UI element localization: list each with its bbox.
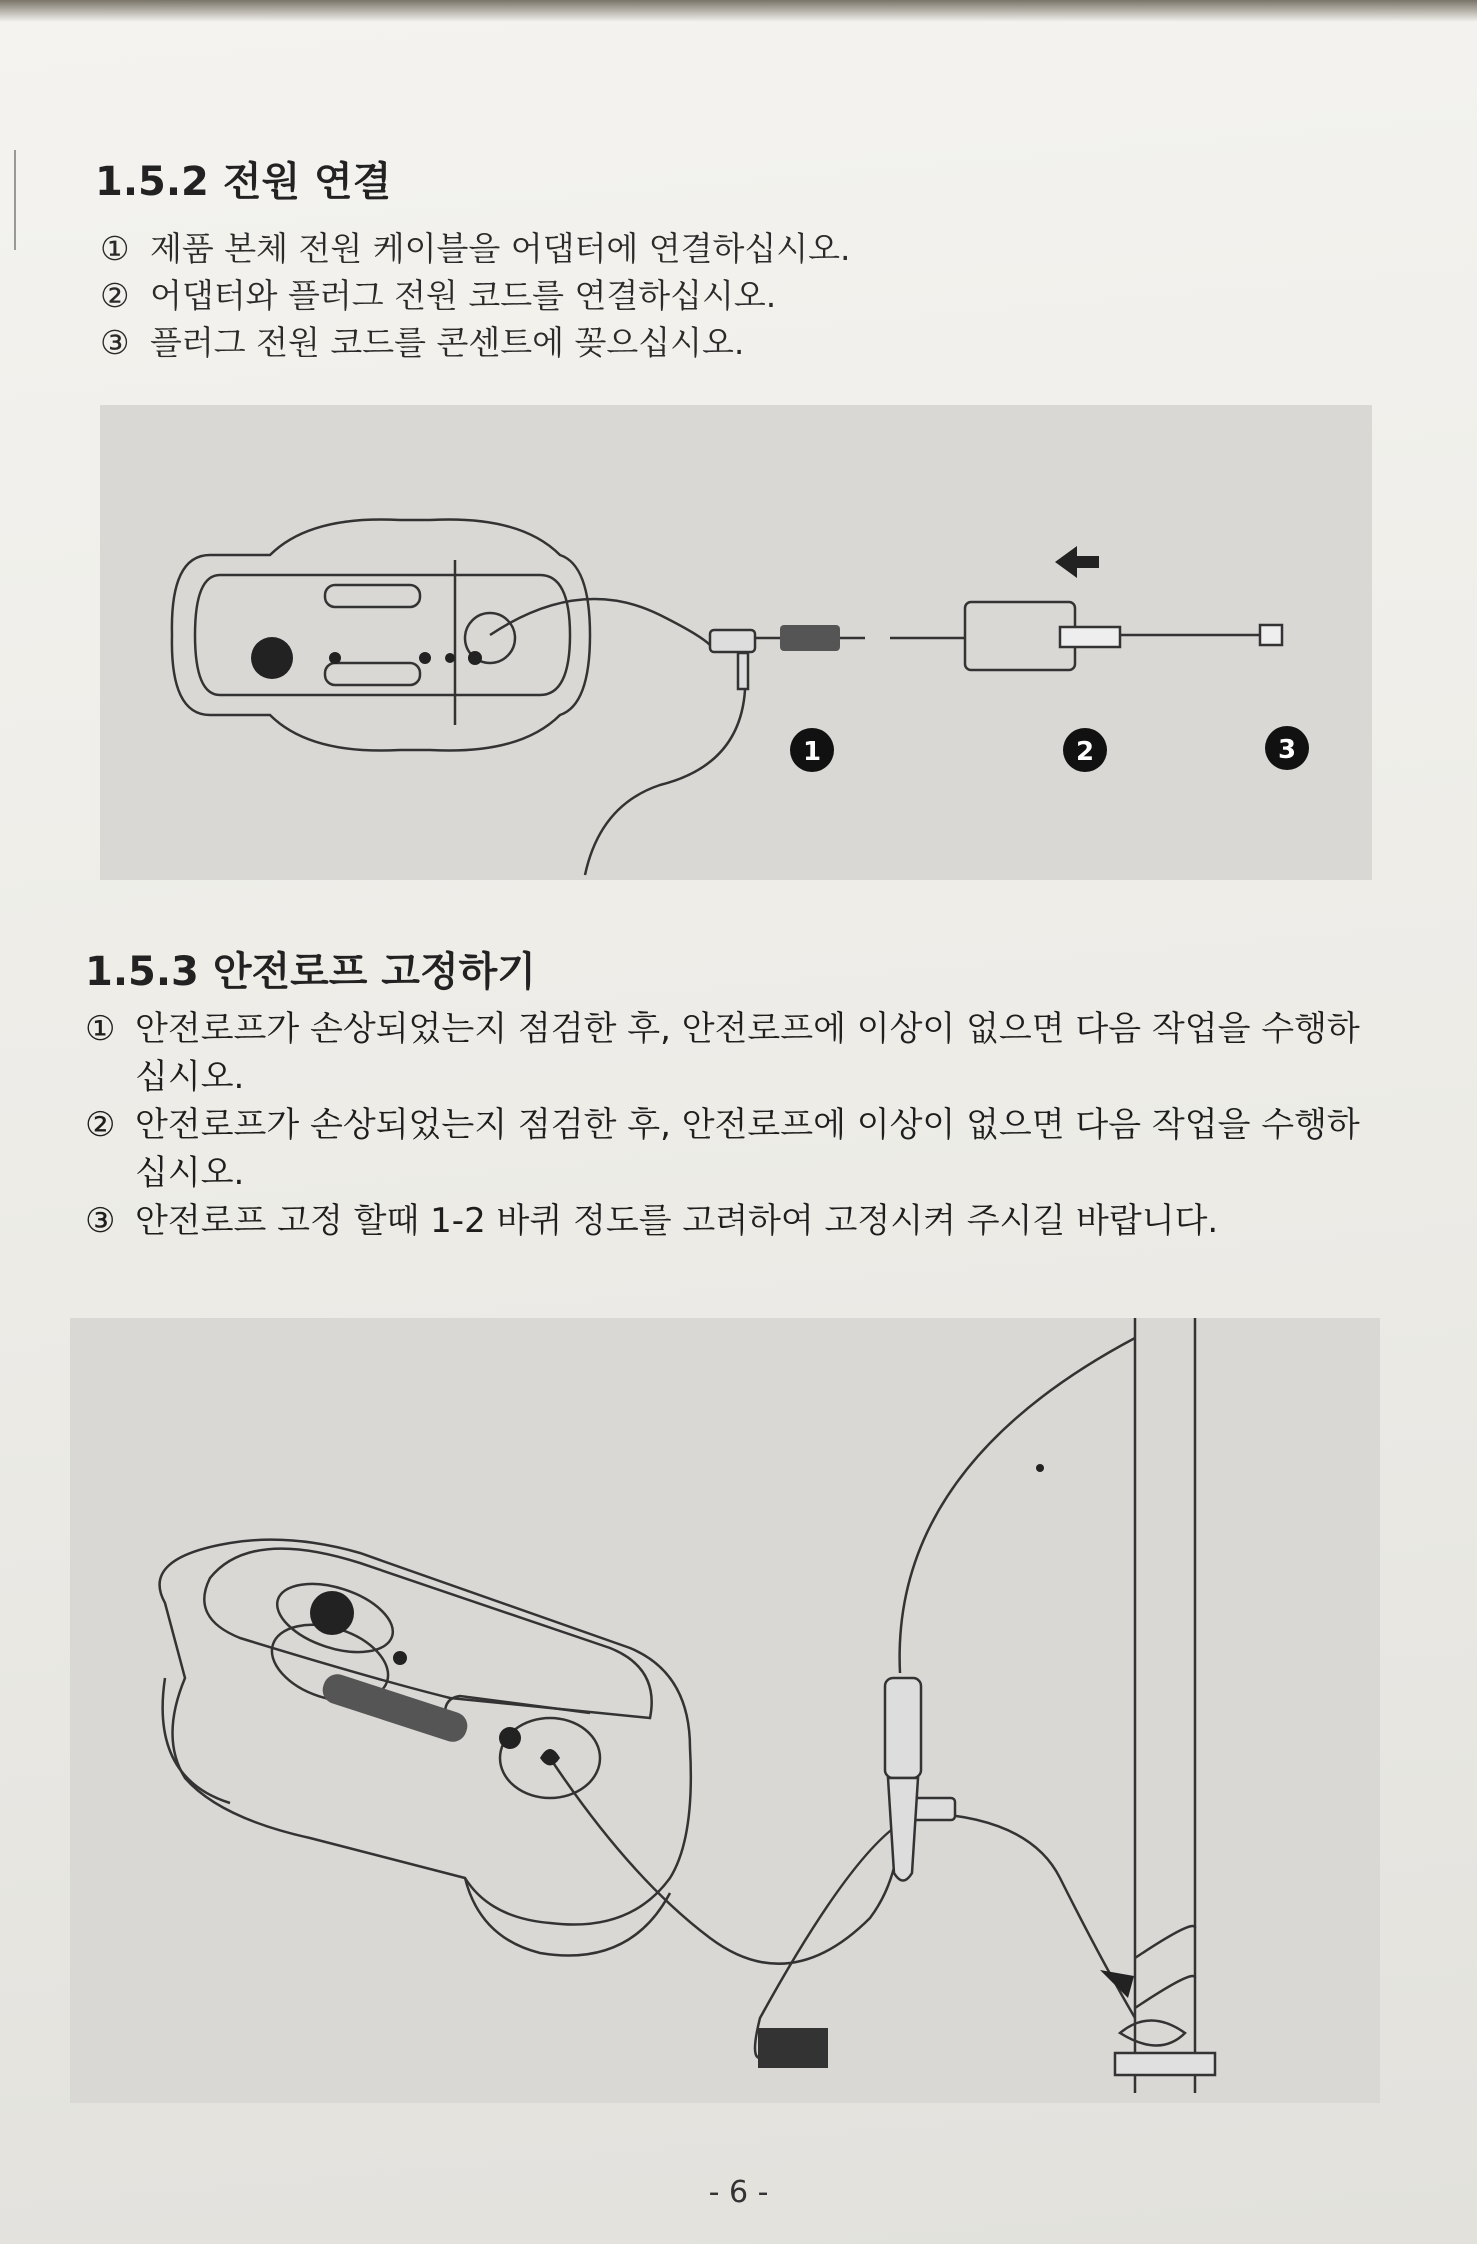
- robot-vent-bottom: [325, 663, 420, 685]
- callout-number: 1: [802, 737, 822, 767]
- power-connection-diagram: [100, 405, 1372, 880]
- step-text: 플러그 전원 코드를 콘센트에 꽂으십시오.: [150, 323, 745, 362]
- margin-rule: [14, 150, 16, 250]
- step-text: 안전로프가 손상되었는지 점검한 후, 안전로프에 이상이 없으면 다음 작업을 수행하십시오.: [135, 1105, 1360, 1193]
- safety-rope: [755, 1813, 1135, 2058]
- power-adapter: [965, 602, 1075, 670]
- robot-button-icon: [251, 637, 293, 679]
- safety-rope: [585, 690, 745, 875]
- step-number: ③: [100, 323, 130, 362]
- step-number: ②: [100, 276, 130, 315]
- robot-body-outline: [172, 519, 590, 750]
- step-number: ③: [85, 1201, 116, 1241]
- step-text: 안전로프 고정 할때 1-2 바퀴 정도를 고려하여 고정시켜 주시길 바랍니다.: [135, 1201, 1219, 1241]
- power-connection-steps: [100, 225, 851, 366]
- page-edge-shadow: [0, 0, 1477, 22]
- list-item: [100, 272, 851, 319]
- power-cable: [550, 1758, 900, 1964]
- step-number: ①: [100, 229, 130, 268]
- safety-rope-diagram: [70, 1318, 1380, 2103]
- page-number: - 6 -: [708, 2175, 769, 2210]
- callout-number: 3: [1277, 735, 1297, 765]
- section-title-power-connection: 1.5.2 전원 연결: [95, 159, 392, 205]
- callout-2: [1063, 728, 1107, 772]
- robot-vent-top: [325, 585, 420, 607]
- safety-rope-steps: [85, 1005, 1375, 1245]
- section-title-safety-rope: 1.5.3 안전로프 고정하기: [85, 949, 536, 995]
- step-number: ②: [85, 1105, 116, 1145]
- t-connector: [885, 1678, 921, 1778]
- power-connection-illustration: [100, 405, 1372, 880]
- power-cable: [490, 599, 710, 645]
- safety-rope-illustration: [70, 1318, 1380, 2103]
- list-item: [85, 1101, 1375, 1197]
- list-item: [85, 1005, 1375, 1101]
- callout-number: 2: [1075, 737, 1095, 767]
- plug-end: [758, 2028, 828, 2068]
- connector-plug: [780, 625, 840, 651]
- callout-1: [790, 728, 834, 772]
- step-text: 어댑터와 플러그 전원 코드를 연결하십시오.: [150, 276, 777, 315]
- list-item: [100, 319, 851, 366]
- cable-to-pole: [900, 1338, 1135, 1673]
- pole-base: [1115, 2053, 1215, 2075]
- step-number: ①: [85, 1009, 116, 1049]
- list-item: [85, 1197, 1375, 1245]
- robot-button-icon: [310, 1591, 354, 1635]
- step-text: 제품 본체 전원 케이블을 어댑터에 연결하십시오.: [150, 229, 851, 268]
- arrow-down-right-icon: [1100, 1970, 1134, 1998]
- robot-vent: [319, 1671, 471, 1746]
- callout-3: [1265, 726, 1309, 770]
- arrow-left-icon: [1055, 546, 1099, 578]
- t-connector: [710, 630, 755, 652]
- step-text: 안전로프가 손상되었는지 점검한 후, 안전로프에 이상이 없으면 다음 작업을 수행하십시오.: [135, 1009, 1360, 1097]
- list-item: [100, 225, 851, 272]
